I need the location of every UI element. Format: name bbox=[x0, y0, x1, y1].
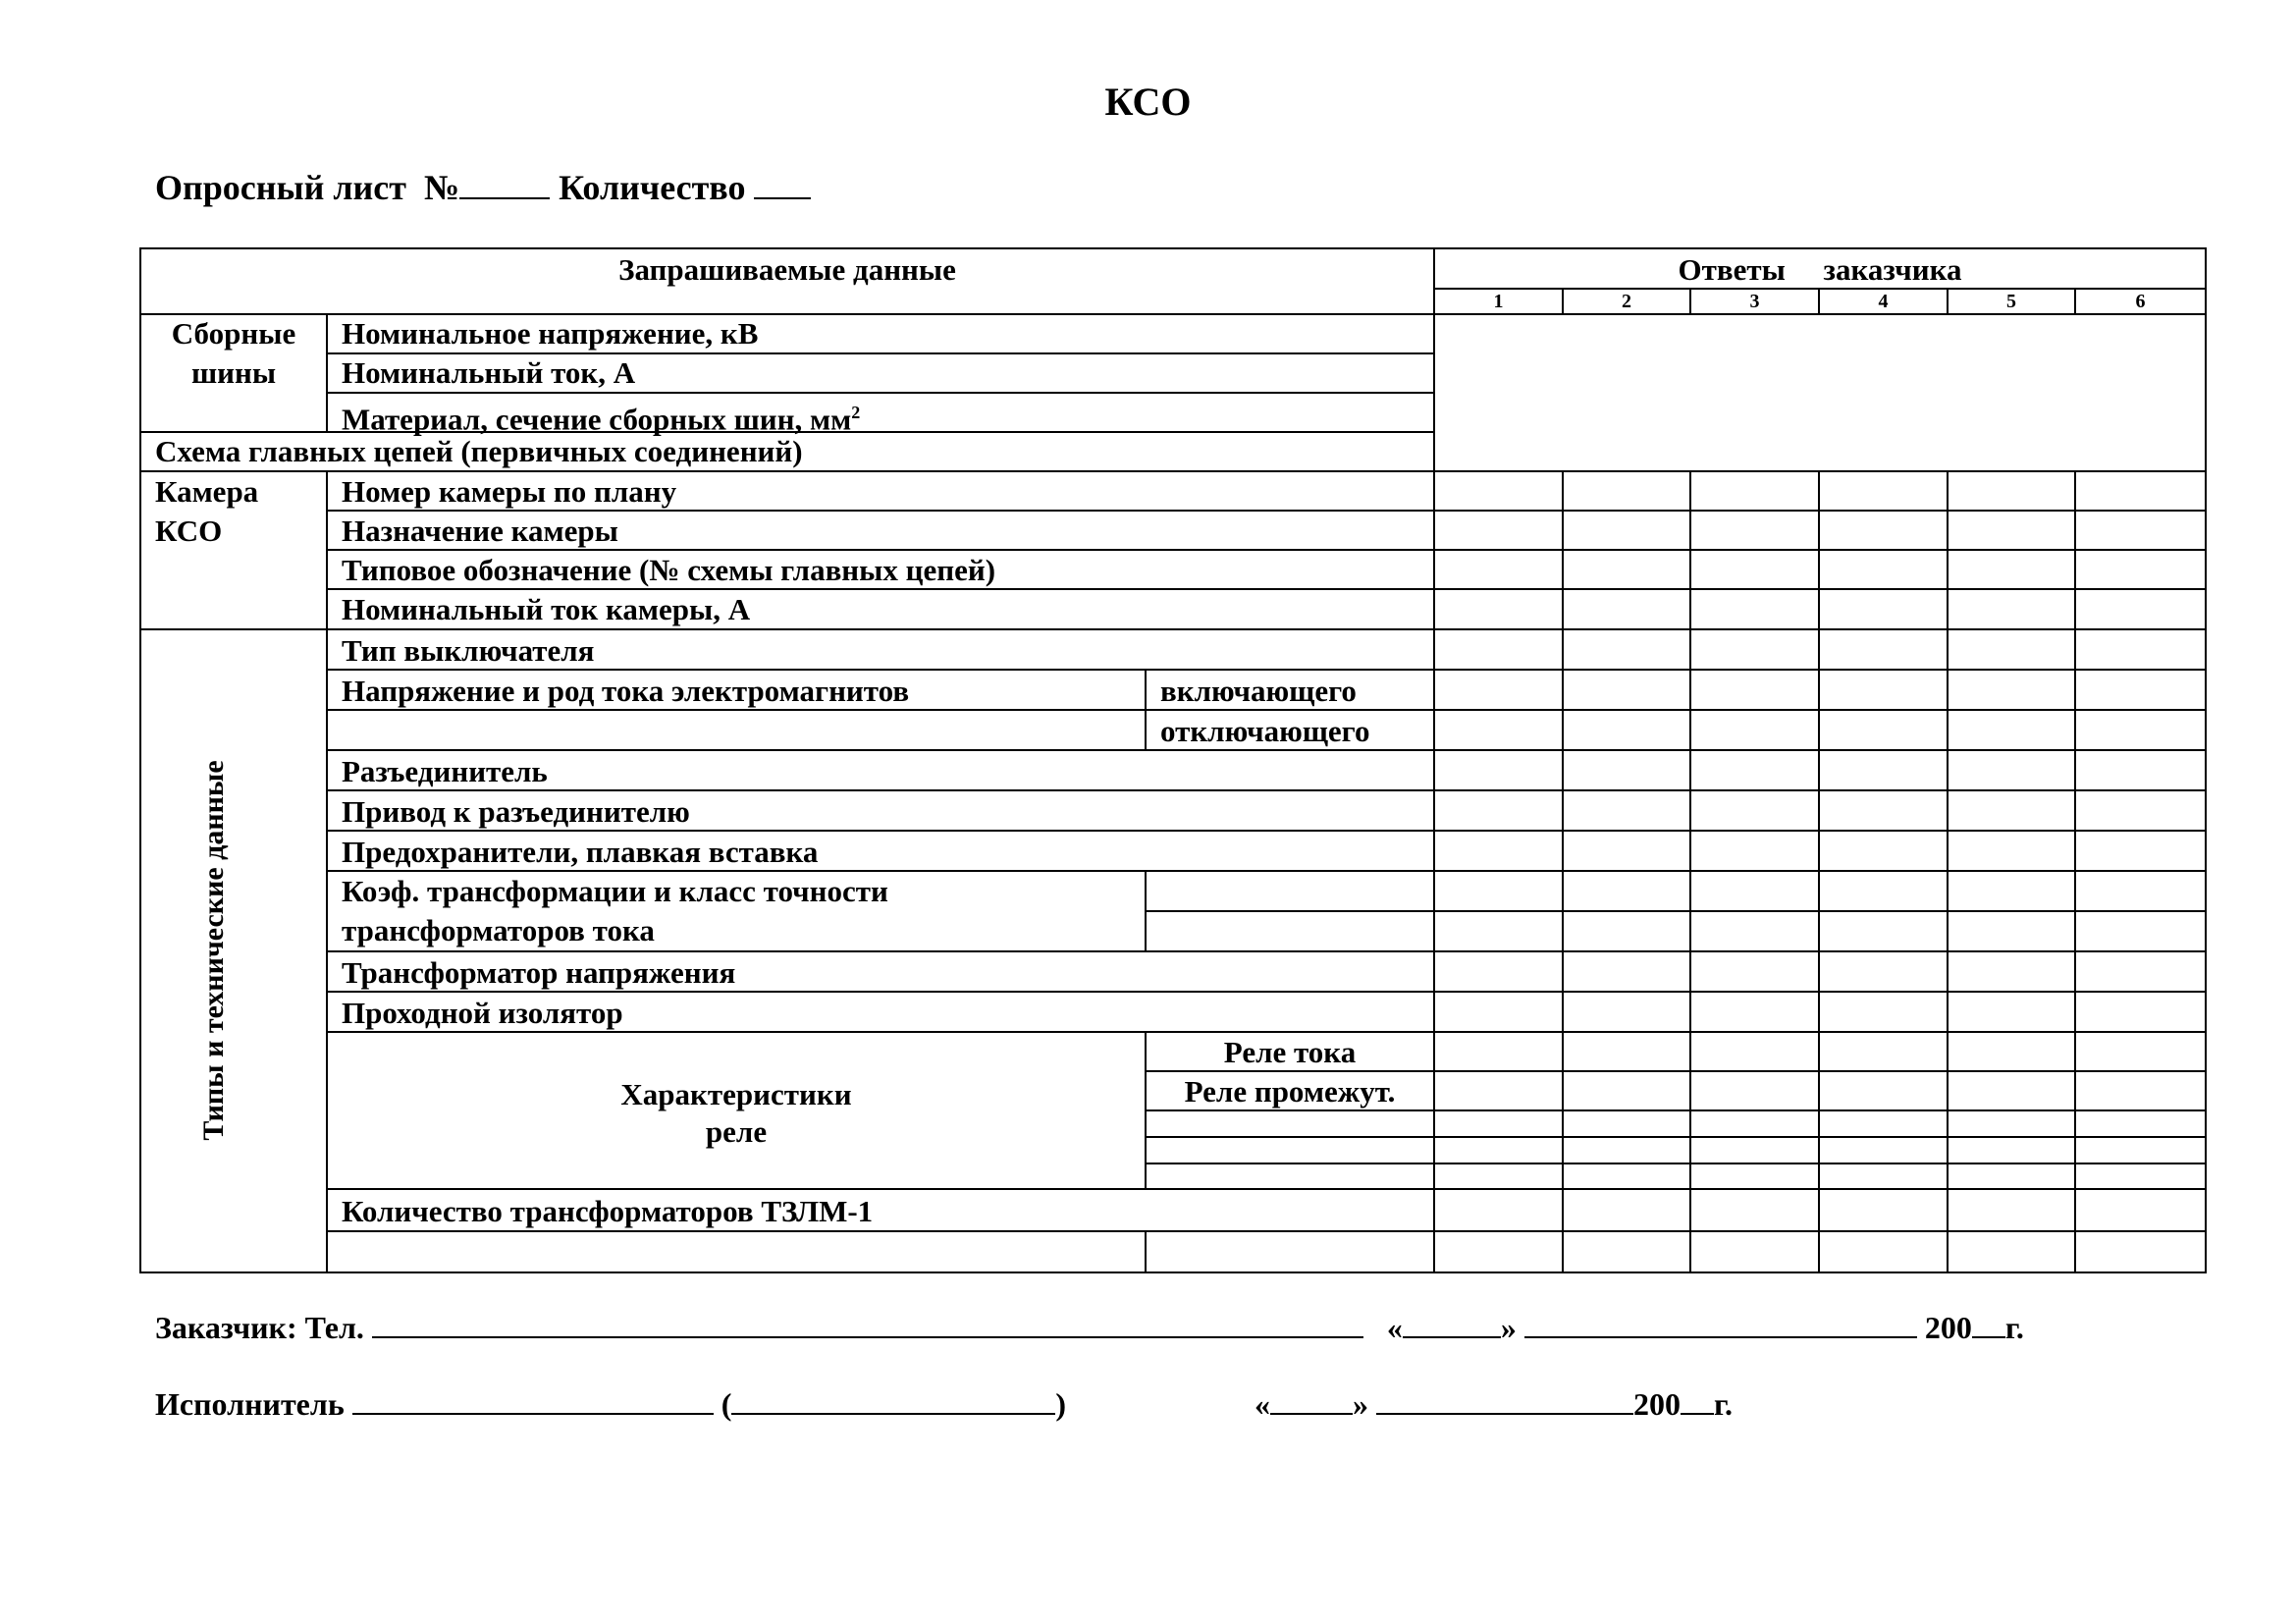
chamber-row-current: Номинальный ток камеры, А bbox=[342, 592, 751, 626]
voltage-transformer-row: Трансформатор напряжения bbox=[342, 955, 736, 990]
busbar-material-superscript: 2 bbox=[851, 403, 861, 422]
customer-label: Заказчик: Тел. bbox=[155, 1310, 364, 1345]
relay-group-label-1: Характеристики bbox=[620, 1077, 852, 1111]
answer-col-6: 6 bbox=[2135, 291, 2146, 312]
answer-col-5: 5 bbox=[2006, 291, 2016, 312]
customer-month-blank[interactable] bbox=[1524, 1309, 1917, 1338]
chamber-row-type: Типовое обозначение (№ схемы главных цепей) bbox=[342, 553, 996, 587]
tzlm-count-row: Количество трансформаторов ТЗЛМ-1 bbox=[342, 1194, 874, 1228]
executor-year-blank[interactable] bbox=[1681, 1385, 1714, 1415]
busbar-row-current: Номинальный ток, А bbox=[342, 355, 636, 390]
executor-close-quote: » bbox=[1353, 1386, 1369, 1422]
relay-intermediate-label: Реле промежут. bbox=[1184, 1074, 1396, 1109]
executor-name-blank[interactable] bbox=[731, 1385, 1055, 1415]
chamber-group-label-2: КСО bbox=[155, 514, 223, 548]
customer-close-quote: » bbox=[1500, 1310, 1517, 1345]
survey-label: Опросный лист bbox=[155, 168, 406, 207]
switching-on-label: включающего bbox=[1160, 674, 1357, 708]
executor-month-blank[interactable] bbox=[1376, 1385, 1633, 1415]
customer-footer-line bbox=[155, 1309, 2024, 1346]
breaker-type-row: Тип выключателя bbox=[342, 633, 595, 668]
disconnector-drive-row: Привод к разъединителю bbox=[342, 794, 690, 829]
customer-open-quote: « bbox=[1386, 1310, 1403, 1345]
electromagnets-row: Напряжение и род тока электромагнитов bbox=[342, 674, 910, 708]
chamber-group-label-1: Камера bbox=[155, 474, 259, 509]
customer-answers-header: Ответы заказчика bbox=[1678, 252, 1962, 287]
chamber-row-purpose: Назначение камеры bbox=[342, 514, 618, 548]
page-title: КСО bbox=[1104, 80, 1192, 124]
main-circuit-row: Схема главных цепей (первичных соединений) bbox=[155, 434, 803, 468]
switching-off-label: отключающего bbox=[1160, 714, 1370, 748]
relay-current-label: Реле тока bbox=[1223, 1035, 1357, 1069]
executor-day-blank[interactable] bbox=[1270, 1385, 1353, 1415]
executor-close-paren: ) bbox=[1055, 1386, 1067, 1422]
customer-year-suffix: г. bbox=[2004, 1310, 2024, 1345]
tech-data-group-label: Типы и технические данные bbox=[197, 760, 230, 1141]
ct-ratio-line-2: трансформаторов тока bbox=[342, 913, 655, 947]
ct-ratio-line-1: Коэф. трансформации и класс точности bbox=[342, 874, 888, 908]
fuses-row: Предохранители, плавкая вставка bbox=[342, 835, 819, 869]
busbar-row-voltage: Номинальное напряжение, кВ bbox=[342, 316, 759, 351]
disconnector-row: Разъединитель bbox=[342, 754, 548, 788]
customer-phone-blank[interactable] bbox=[372, 1309, 1363, 1338]
answer-col-2: 2 bbox=[1622, 291, 1631, 312]
quantity-label: Количество bbox=[559, 168, 746, 207]
number-label: № bbox=[423, 168, 460, 207]
chamber-row-plan-number: Номер камеры по плану bbox=[342, 474, 677, 509]
executor-year-suffix: г. bbox=[1714, 1386, 1733, 1422]
answer-col-3: 3 bbox=[1749, 291, 1760, 312]
customer-year-blank[interactable] bbox=[1972, 1309, 2005, 1338]
executor-footer-line bbox=[155, 1385, 1733, 1423]
executor-signature-blank[interactable] bbox=[352, 1385, 714, 1415]
busbar-row-material-text: Материал, сечение сборных шин, мм bbox=[342, 402, 852, 437]
customer-year-prefix: 200 bbox=[1924, 1310, 1972, 1345]
requested-data-header: Запрашиваемые данные bbox=[618, 252, 956, 287]
answer-col-4: 4 bbox=[1878, 291, 1889, 312]
busbar-group-label-2: шины bbox=[190, 355, 277, 390]
relay-group-label-2: реле bbox=[705, 1114, 768, 1149]
customer-day-blank[interactable] bbox=[1403, 1309, 1501, 1338]
executor-label: Исполнитель bbox=[155, 1386, 345, 1422]
bushing-row: Проходной изолятор bbox=[342, 996, 623, 1030]
executor-open-paren: ( bbox=[721, 1386, 732, 1422]
answer-col-1: 1 bbox=[1493, 291, 1504, 312]
busbar-row-material bbox=[342, 395, 860, 437]
executor-year-prefix: 200 bbox=[1633, 1386, 1682, 1422]
busbar-group-label-1: Сборные bbox=[171, 316, 296, 351]
executor-open-quote: « bbox=[1255, 1386, 1271, 1422]
